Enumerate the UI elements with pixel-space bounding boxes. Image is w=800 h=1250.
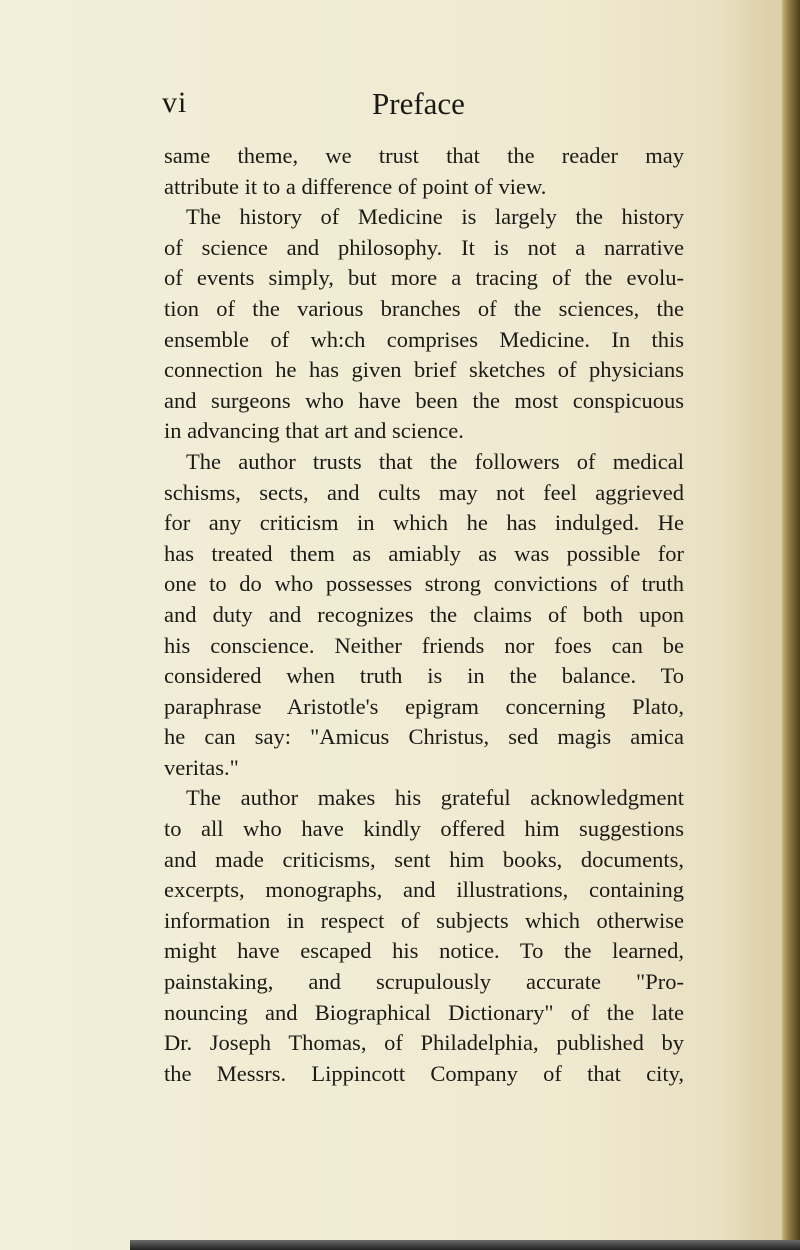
- text-line: Dr. Joseph Thomas, of Philadelphia, published by: [164, 1030, 684, 1056]
- text-line: schisms, sects, and cults may not feel aggrieved: [164, 479, 684, 505]
- page-binding-edge: [782, 0, 800, 1250]
- body-text: [164, 141, 684, 1089]
- text-line: ensemble of wh:ch comprises Medicine. In this: [164, 326, 684, 352]
- page-number: vi: [162, 86, 188, 119]
- text-line: and duty and recognizes the claims of both upon: [164, 601, 684, 627]
- text-line: his conscience. Neither friends nor foes can be: [164, 632, 684, 658]
- text-line: has treated them as amiably as was possible for: [164, 540, 684, 566]
- text-line: information in respect of subjects which otherwise: [164, 907, 684, 933]
- text-line: connection he has given brief sketches of physicians: [164, 357, 684, 383]
- text-line: nouncing and Biographical Dictionary" of the late: [164, 999, 684, 1025]
- text-line: attribute it to a difference of point of view.: [164, 173, 547, 199]
- text-line: one to do who possesses strong convictions of truth: [164, 571, 684, 597]
- text-line: The author trusts that the followers of medical: [186, 448, 684, 474]
- text-line: and made criticisms, sent him books, documents,: [164, 846, 684, 872]
- text-line: excerpts, monographs, and illustrations, containing: [164, 877, 684, 903]
- text-line: veritas.": [164, 754, 239, 780]
- text-line: of science and philosophy. It is not a narrative: [164, 234, 684, 260]
- page-header: [162, 86, 682, 130]
- text-line: the Messrs. Lippincott Company of that city,: [164, 1060, 684, 1086]
- text-line: tion of the various branches of the sciences, the: [164, 295, 684, 321]
- page-bottom-edge: [130, 1240, 800, 1250]
- text-line: same theme, we trust that the reader may: [164, 143, 684, 168]
- text-line: paraphrase Aristotle's epigram concerning Plato,: [164, 693, 684, 719]
- text-line: to all who have kindly offered him suggestions: [164, 816, 684, 842]
- text-line: of events simply, but more a tracing of the evolu-: [164, 265, 684, 291]
- running-title: Preface: [372, 86, 465, 121]
- text-line: painstaking, and scrupulously accurate "Pro-: [164, 969, 684, 995]
- text-line: might have escaped his notice. To the learned,: [164, 938, 684, 964]
- text-line: considered when truth is in the balance. To: [164, 663, 684, 689]
- text-line: for any criticism in which he has indulged. He: [164, 510, 684, 536]
- text-line: in advancing that art and science.: [164, 418, 464, 444]
- text-line: The history of Medicine is largely the history: [186, 204, 684, 230]
- text-line: he can say: "Amicus Christus, sed magis amica: [164, 724, 684, 750]
- text-line: The author makes his grateful acknowledgment: [186, 785, 684, 811]
- text-line: and surgeons who have been the most conspicuous: [164, 387, 684, 413]
